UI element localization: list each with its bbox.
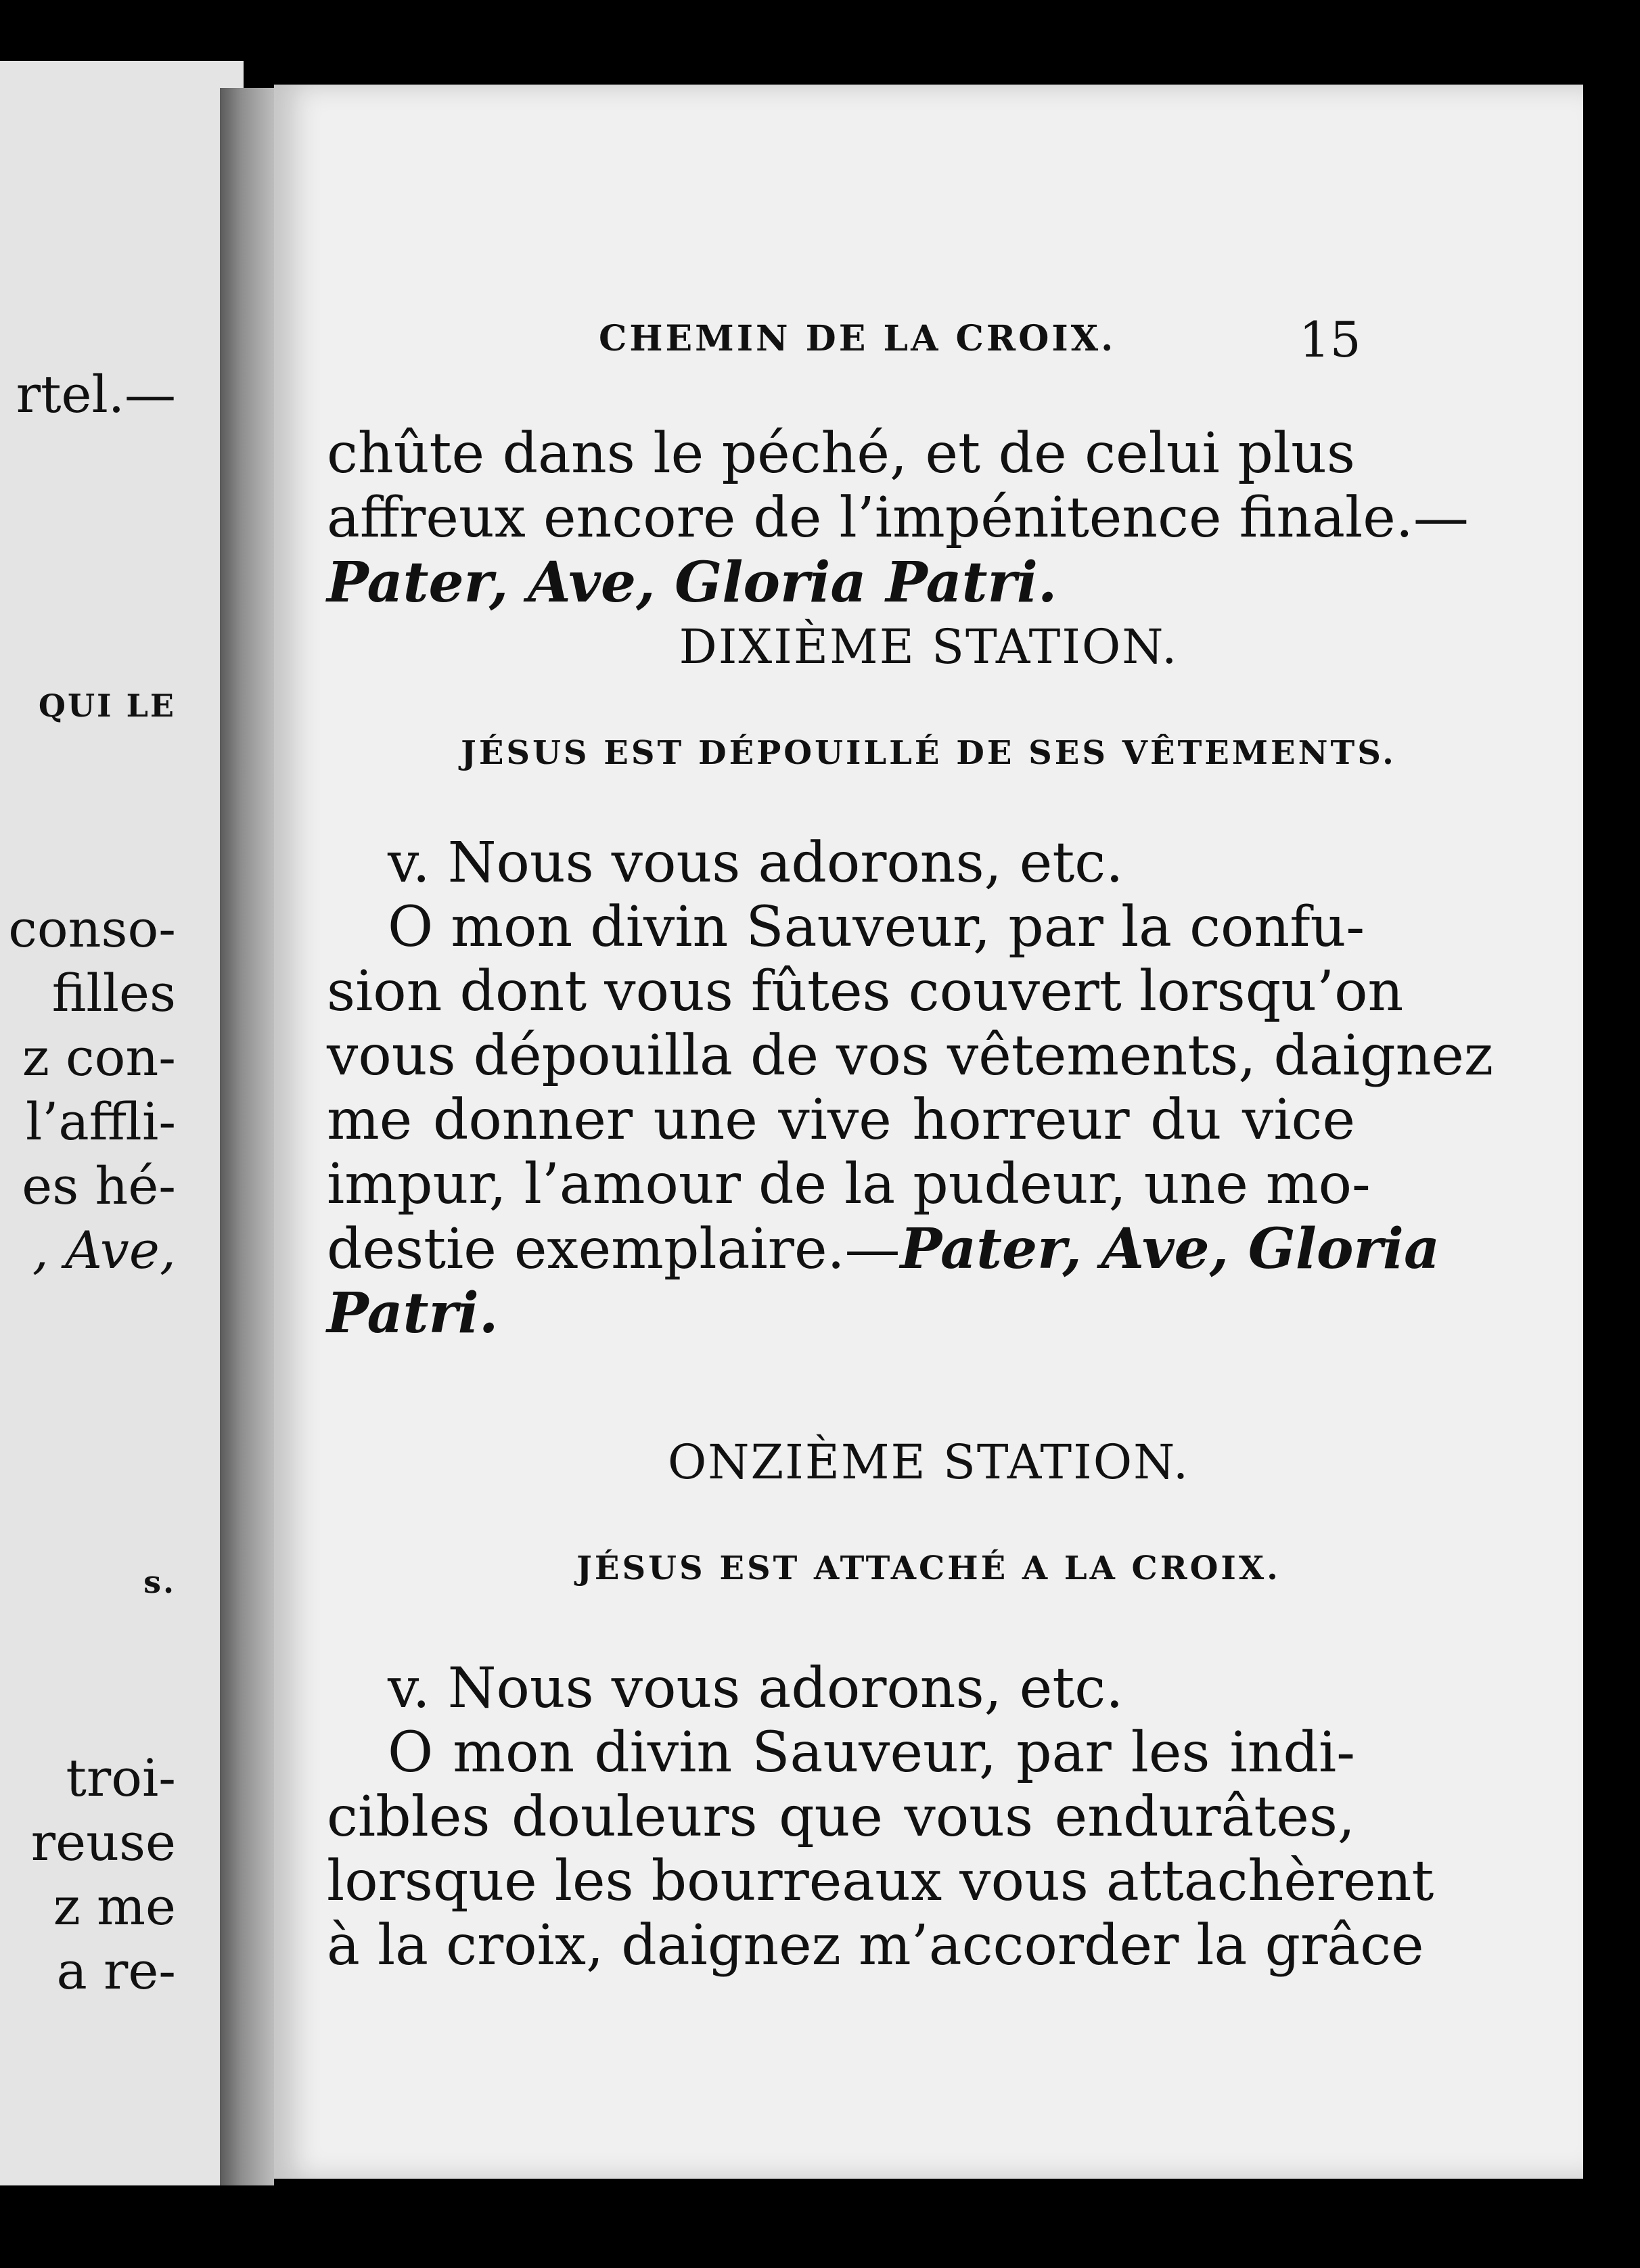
prayer-line: Patri. <box>327 1281 499 1346</box>
text-line: sion dont vous fûtes couvert lorsqu’on <box>327 959 1404 1024</box>
text-line: O mon divin Sauveur, par les indi- <box>388 1721 1355 1785</box>
text-line: O mon divin Sauveur, par la confu- <box>388 895 1365 959</box>
book-gutter <box>220 88 274 2185</box>
prayer-text: Pater, Ave, Gloria <box>900 1217 1440 1282</box>
left-fragment: a re- <box>56 1941 176 2001</box>
left-fragment: z con- <box>22 1027 176 1087</box>
text-line <box>327 1217 1440 1282</box>
left-fragment: es hé- <box>22 1156 176 1216</box>
left-fragment: reuse <box>30 1812 176 1872</box>
station-subheading: JÉSUS EST ATTACHÉ A LA CROIX. <box>576 1549 1281 1587</box>
text-line: à la croix, daignez m’accorder la grâce <box>327 1913 1424 1978</box>
station-heading: DIXIÈME STATION. <box>679 619 1179 675</box>
line-text: destie exemplaire.— <box>327 1217 901 1282</box>
versicle-line: v. Nous vous adorons, etc. <box>388 1656 1124 1721</box>
text-line: lorsque les bourreaux vous attachèrent <box>327 1849 1434 1913</box>
text-line: impur, l’amour de la pudeur, une mo- <box>327 1152 1371 1217</box>
left-fragment: QUI LE <box>38 687 176 724</box>
left-facing-page <box>0 61 244 2185</box>
prayer-line: Pater, Ave, Gloria Patri. <box>327 550 1057 615</box>
left-fragment: troi- <box>66 1748 176 1808</box>
text-line: affreux encore de l’impénitence finale.— <box>327 486 1469 550</box>
text-line: chûte dans le péché, et de celui plus <box>327 422 1355 486</box>
left-fragment: l’affli- <box>25 1091 176 1152</box>
running-head-title: CHEMIN DE LA CROIX. <box>599 318 1116 359</box>
station-heading: ONZIÈME STATION. <box>667 1434 1190 1490</box>
versicle-line: v. Nous vous adorons, etc. <box>388 831 1124 895</box>
left-fragment: s. <box>143 1564 176 1600</box>
left-fragment: rtel.— <box>16 364 176 424</box>
page-number: 15 <box>1299 311 1361 368</box>
left-fragment: conso- <box>8 899 176 959</box>
left-fragment: , Ave, <box>32 1220 176 1280</box>
left-fragment: z me <box>53 1876 176 1936</box>
text-line: vous dépouilla de vos vêtements, daignez <box>327 1024 1494 1088</box>
right-page <box>274 85 1583 2179</box>
running-head <box>274 311 1583 372</box>
station-subheading: JÉSUS EST DÉPOUILLÉ DE SES VÊTEMENTS. <box>461 734 1396 772</box>
left-fragment: filles <box>51 963 176 1023</box>
text-line: me donner une vive horreur du vice <box>327 1088 1355 1152</box>
text-line: cibles douleurs que vous endurâtes, <box>327 1785 1355 1849</box>
